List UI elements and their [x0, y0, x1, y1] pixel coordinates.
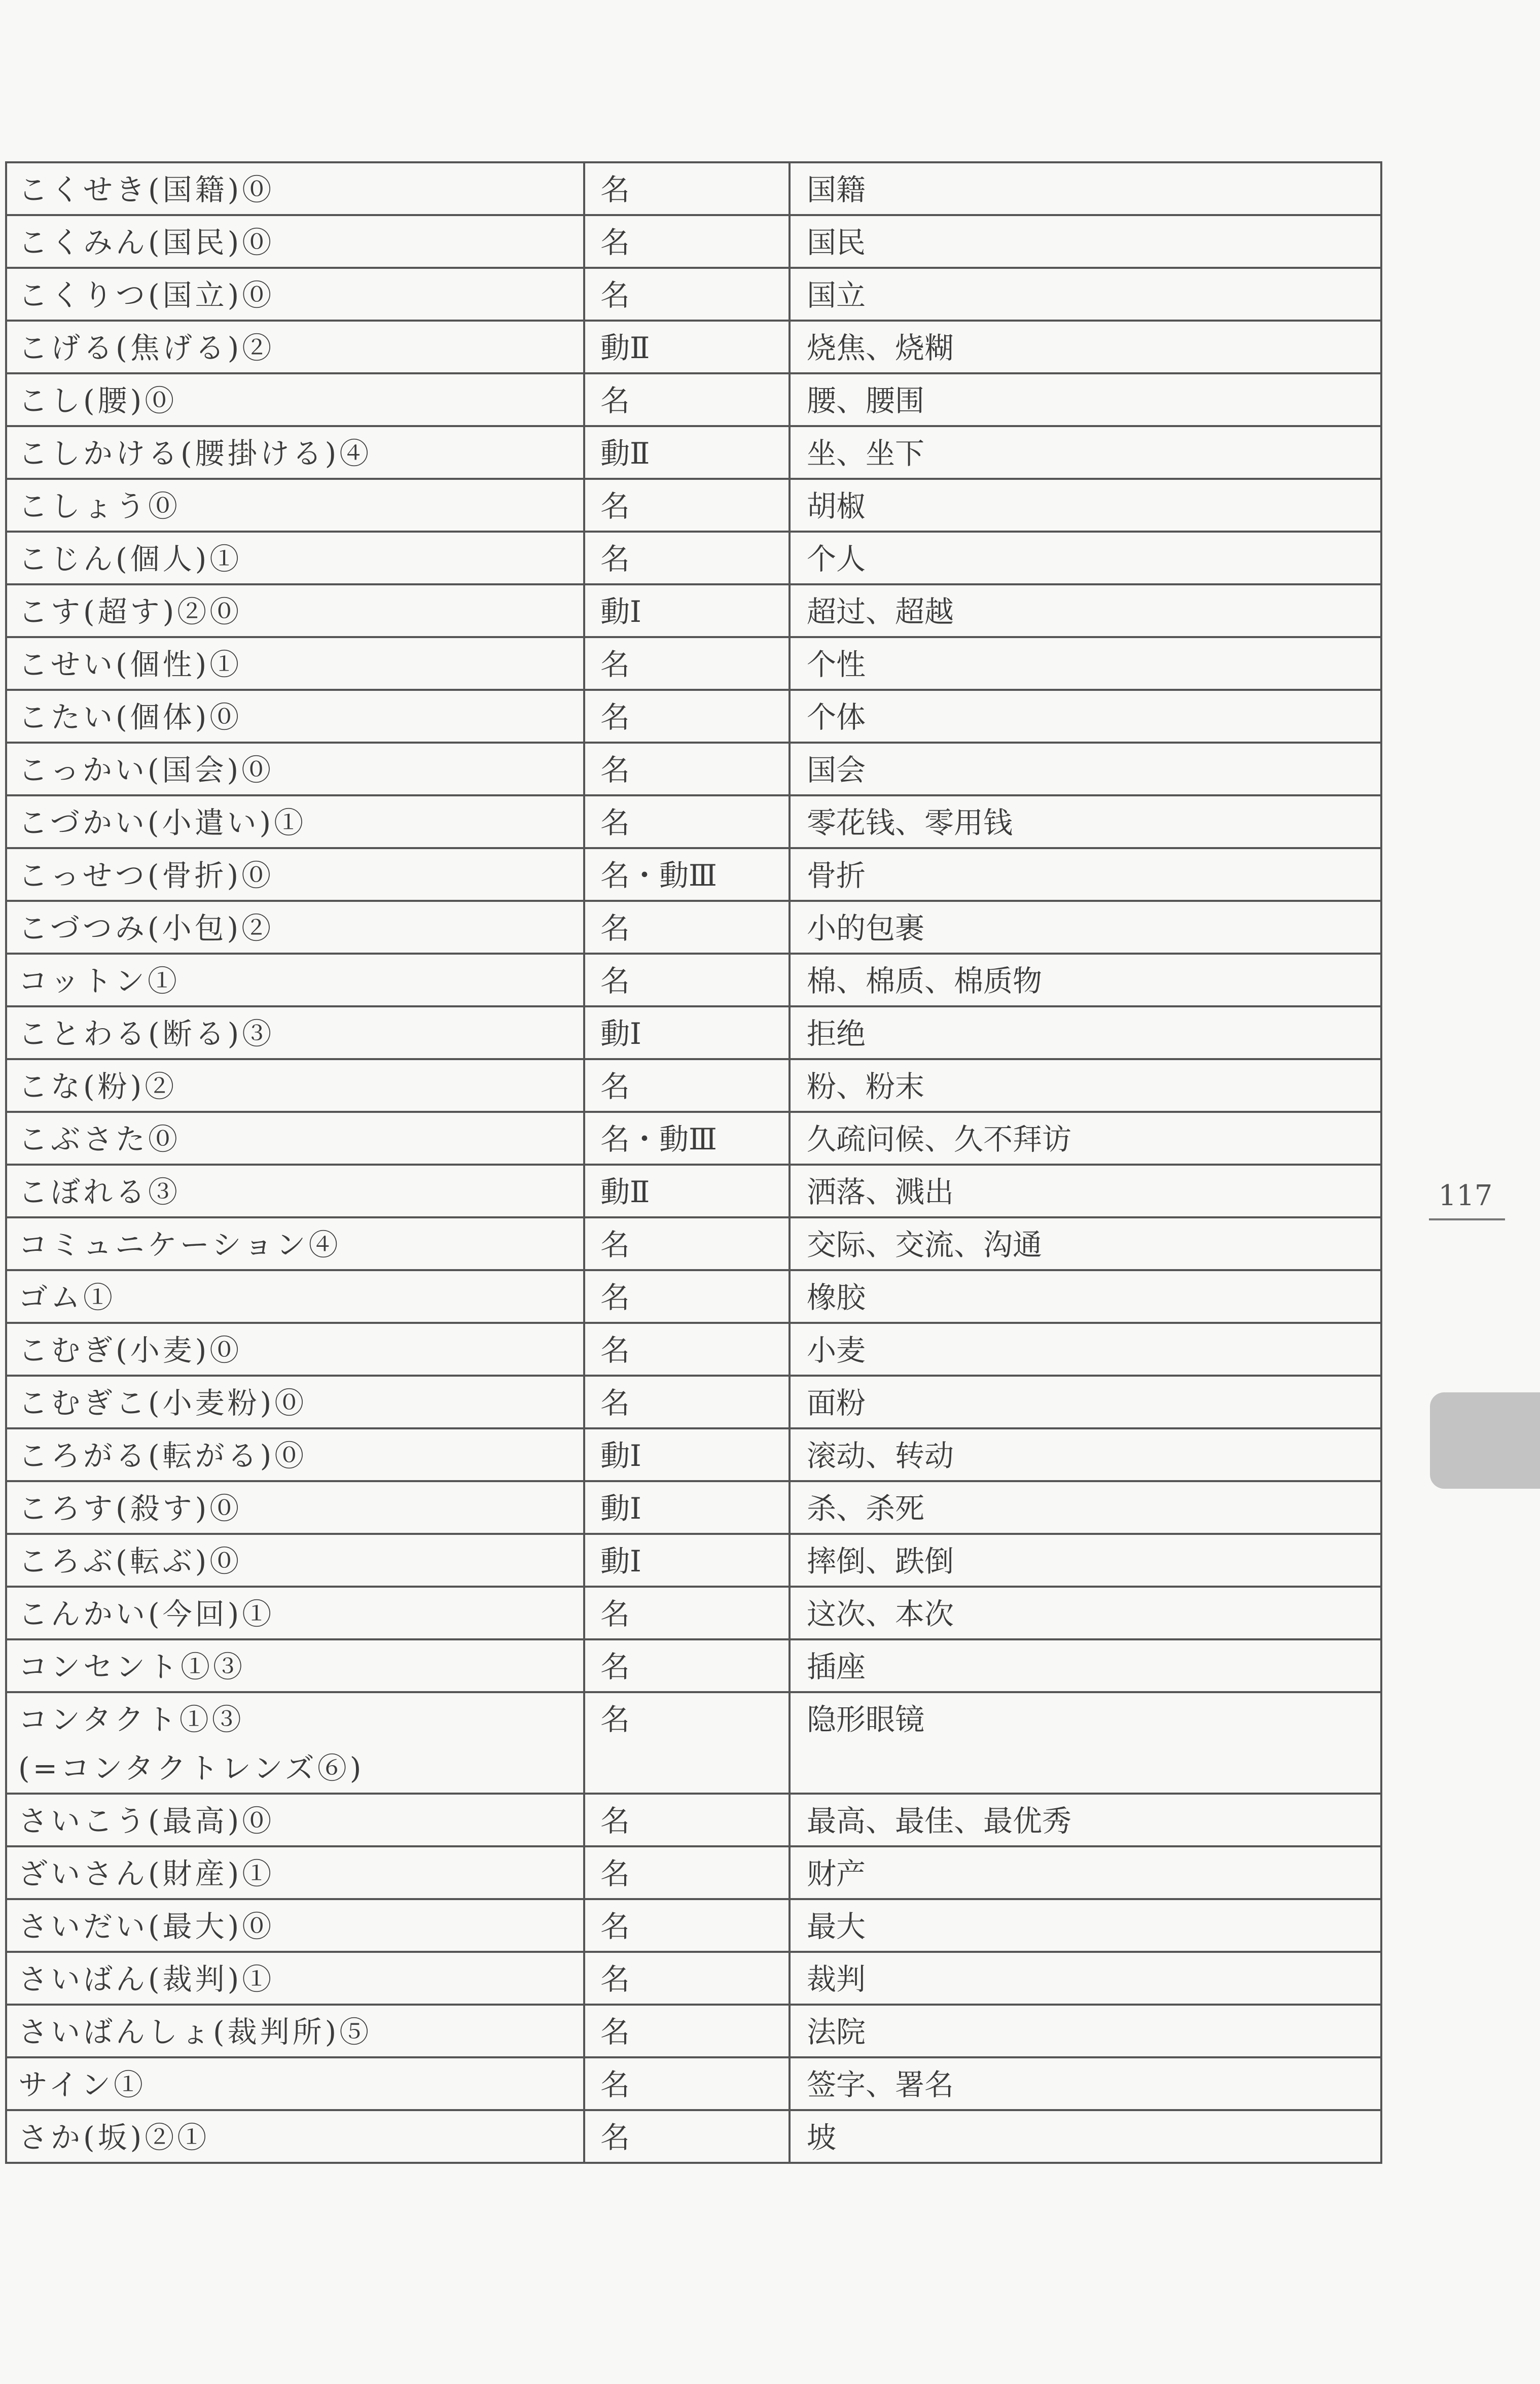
vocab-row	[6, 1006, 1381, 1059]
part-of-speech-cell: 名	[584, 1376, 790, 1428]
word-text: コットン①	[18, 964, 180, 998]
vocab-row	[6, 532, 1381, 584]
meaning-cell: 国籍	[790, 162, 1381, 215]
vocab-row	[6, 479, 1381, 532]
word-text: コンタクト①③	[18, 1702, 244, 1737]
word-text: こっかい(国会)⓪	[18, 753, 274, 787]
vocab-row	[6, 954, 1381, 1006]
part-of-speech-cell: 動Ⅱ	[584, 1165, 790, 1217]
part-of-speech-cell: 名	[584, 1952, 790, 2005]
word-text: こくりつ(国立)⓪	[18, 278, 275, 312]
vocab-row	[6, 901, 1381, 954]
word-text: こぼれる③	[18, 1175, 181, 1209]
part-of-speech-cell: 名	[584, 2005, 790, 2057]
part-of-speech-cell: 動Ⅰ	[584, 1428, 790, 1481]
meaning-cell: 摔倒、跌倒	[790, 1534, 1381, 1587]
meaning-cell: 烧焦、烧糊	[790, 321, 1381, 373]
word-text: こぶさた⓪	[18, 1122, 181, 1156]
word-cell	[6, 1112, 584, 1165]
word-cell	[6, 1794, 584, 1846]
meaning-cell: 签字、署名	[790, 2057, 1381, 2110]
word-text: こんかい(今回)①	[18, 1597, 275, 1631]
vocab-row	[6, 268, 1381, 321]
vocab-row	[6, 795, 1381, 848]
meaning-cell: 久疏问候、久不拜访	[790, 1112, 1381, 1165]
vocab-row	[6, 1059, 1381, 1112]
vocab-row	[6, 1112, 1381, 1165]
vocab-row	[6, 743, 1381, 795]
vocab-row	[6, 1165, 1381, 1217]
word-cell	[6, 162, 584, 215]
part-of-speech-cell: 名	[584, 268, 790, 321]
meaning-cell: 国会	[790, 743, 1381, 795]
word-text: こし(腰)⓪	[18, 383, 177, 418]
word-cell	[6, 848, 584, 901]
part-of-speech-cell: 名	[584, 2110, 790, 2163]
word-cell	[6, 954, 584, 1006]
part-of-speech-cell: 動Ⅰ	[584, 1481, 790, 1534]
part-of-speech-cell: 名	[584, 1587, 790, 1639]
word-text: こしょう⓪	[18, 489, 181, 523]
word-text: こむぎこ(小麦粉)⓪	[18, 1386, 307, 1420]
word-text: こくみん(国民)⓪	[18, 225, 275, 260]
part-of-speech-cell: 名	[584, 532, 790, 584]
word-cell	[6, 2057, 584, 2110]
meaning-cell: 隐形眼镜	[790, 1692, 1381, 1794]
part-of-speech-cell: 名	[584, 690, 790, 743]
meaning-cell: 棉、棉质、棉质物	[790, 954, 1381, 1006]
vocab-row	[6, 584, 1381, 637]
meaning-cell: 这次、本次	[790, 1587, 1381, 1639]
vocab-row	[6, 2005, 1381, 2057]
word-text: こす(超す)②⓪	[18, 594, 242, 629]
page-number: 117	[1438, 1179, 1493, 1212]
meaning-cell: 最高、最佳、最优秀	[790, 1794, 1381, 1846]
word-text: こじん(個人)①	[18, 542, 242, 576]
part-of-speech-cell: 動Ⅱ	[584, 426, 790, 479]
meaning-cell: 骨折	[790, 848, 1381, 901]
word-alt-text: (=コンタクトレンズ⑥)	[18, 1751, 365, 1785]
part-of-speech-cell: 動Ⅰ	[584, 584, 790, 637]
vocab-row	[6, 321, 1381, 373]
word-text: こづつみ(小包)②	[18, 911, 274, 945]
word-cell	[6, 1217, 584, 1270]
word-cell	[6, 532, 584, 584]
vocab-row	[6, 1587, 1381, 1639]
word-cell	[6, 1270, 584, 1323]
meaning-cell: 滚动、转动	[790, 1428, 1381, 1481]
vocab-row	[6, 2057, 1381, 2110]
word-text: こっせつ(骨折)⓪	[18, 858, 274, 893]
meaning-cell: 超过、超越	[790, 584, 1381, 637]
meaning-cell: 个性	[790, 637, 1381, 690]
word-cell	[6, 373, 584, 426]
word-cell	[6, 1899, 584, 1952]
word-text: さいばん(裁判)①	[18, 1962, 275, 1996]
word-text: サイン①	[18, 2067, 146, 2102]
word-cell	[6, 1165, 584, 1217]
word-cell	[6, 1846, 584, 1899]
vocab-row	[6, 1899, 1381, 1952]
meaning-cell: 最大	[790, 1899, 1381, 1952]
part-of-speech-cell: 動Ⅱ	[584, 321, 790, 373]
part-of-speech-cell: 名	[584, 215, 790, 268]
word-cell	[6, 1481, 584, 1534]
part-of-speech-cell: 動Ⅰ	[584, 1534, 790, 1587]
vocab-row	[6, 1692, 1381, 1794]
word-text: こたい(個体)⓪	[18, 700, 242, 734]
meaning-cell: 裁判	[790, 1952, 1381, 2005]
word-cell	[6, 2110, 584, 2163]
vocab-row	[6, 162, 1381, 215]
part-of-speech-cell: 名	[584, 479, 790, 532]
meaning-cell: 杀、杀死	[790, 1481, 1381, 1534]
vocab-row	[6, 1376, 1381, 1428]
meaning-cell: 零花钱、零用钱	[790, 795, 1381, 848]
meaning-cell: 个人	[790, 532, 1381, 584]
word-cell	[6, 1952, 584, 2005]
meaning-cell: 坡	[790, 2110, 1381, 2163]
word-text: ころぶ(転ぶ)⓪	[18, 1544, 242, 1579]
meaning-cell: 个体	[790, 690, 1381, 743]
meaning-cell: 小麦	[790, 1323, 1381, 1376]
word-text: こしかける(腰掛ける)④	[18, 436, 372, 471]
meaning-cell: 腰、腰围	[790, 373, 1381, 426]
vocab-row	[6, 1323, 1381, 1376]
word-text: さいだい(最大)⓪	[18, 1909, 275, 1944]
part-of-speech-cell: 名	[584, 1323, 790, 1376]
word-cell	[6, 584, 584, 637]
word-text: コンセント①③	[18, 1650, 246, 1684]
meaning-cell: 插座	[790, 1639, 1381, 1692]
vocab-row	[6, 848, 1381, 901]
meaning-cell: 财产	[790, 1846, 1381, 1899]
meaning-cell: 洒落、溅出	[790, 1165, 1381, 1217]
part-of-speech-cell: 動Ⅰ	[584, 1006, 790, 1059]
word-cell	[6, 1059, 584, 1112]
vocab-row	[6, 690, 1381, 743]
meaning-cell: 法院	[790, 2005, 1381, 2057]
part-of-speech-cell: 名・動Ⅲ	[584, 1112, 790, 1165]
part-of-speech-cell: 名・動Ⅲ	[584, 848, 790, 901]
meaning-cell: 国立	[790, 268, 1381, 321]
word-cell	[6, 690, 584, 743]
vocab-row	[6, 426, 1381, 479]
word-cell	[6, 795, 584, 848]
meaning-cell: 坐、坐下	[790, 426, 1381, 479]
word-cell	[6, 1376, 584, 1428]
vocab-row	[6, 1270, 1381, 1323]
page-number-underline	[1429, 1218, 1505, 1220]
word-text: こづかい(小遣い)①	[18, 805, 307, 840]
part-of-speech-cell: 名	[584, 1692, 790, 1794]
word-cell	[6, 426, 584, 479]
part-of-speech-cell: 名	[584, 1217, 790, 1270]
word-cell	[6, 1428, 584, 1481]
word-text: ことわる(断る)③	[18, 1016, 275, 1051]
part-of-speech-cell: 名	[584, 795, 790, 848]
word-text: こむぎ(小麦)⓪	[18, 1333, 242, 1368]
word-text: さか(坂)②①	[18, 2120, 210, 2155]
meaning-cell: 面粉	[790, 1376, 1381, 1428]
word-text: こせい(個性)①	[18, 647, 242, 682]
word-text: ころす(殺す)⓪	[18, 1491, 242, 1526]
meaning-cell: 胡椒	[790, 479, 1381, 532]
vocab-row	[6, 2110, 1381, 2163]
word-cell	[6, 268, 584, 321]
word-text: ゴム①	[18, 1280, 116, 1315]
word-cell	[6, 743, 584, 795]
word-text: コミュニケーション④	[18, 1228, 341, 1262]
word-text: ころがる(転がる)⓪	[18, 1439, 307, 1473]
part-of-speech-cell: 名	[584, 743, 790, 795]
vocab-row	[6, 1952, 1381, 2005]
part-of-speech-cell: 名	[584, 637, 790, 690]
word-text: こくせき(国籍)⓪	[18, 172, 275, 207]
word-cell	[6, 1323, 584, 1376]
word-cell	[6, 215, 584, 268]
word-text: ざいさん(財産)①	[18, 1856, 275, 1891]
part-of-speech-cell: 名	[584, 1794, 790, 1846]
vocab-row	[6, 1534, 1381, 1587]
meaning-cell: 国民	[790, 215, 1381, 268]
part-of-speech-cell: 名	[584, 901, 790, 954]
part-of-speech-cell: 名	[584, 1639, 790, 1692]
word-cell	[6, 1639, 584, 1692]
word-cell	[6, 1534, 584, 1587]
word-cell	[6, 1006, 584, 1059]
word-text: こな(粉)②	[18, 1069, 177, 1104]
word-cell	[6, 2005, 584, 2057]
word-cell	[6, 321, 584, 373]
vocab-row	[6, 215, 1381, 268]
part-of-speech-cell: 名	[584, 1059, 790, 1112]
word-cell	[6, 637, 584, 690]
word-cell	[6, 1587, 584, 1639]
part-of-speech-cell: 名	[584, 1899, 790, 1952]
word-text: さいこう(最高)⓪	[18, 1804, 275, 1838]
vocabulary-table-body	[6, 162, 1381, 2163]
meaning-cell: 交际、交流、沟通	[790, 1217, 1381, 1270]
vocab-row	[6, 1217, 1381, 1270]
part-of-speech-cell: 名	[584, 373, 790, 426]
part-of-speech-cell: 名	[584, 2057, 790, 2110]
vocab-row	[6, 1428, 1381, 1481]
meaning-cell: 小的包裹	[790, 901, 1381, 954]
part-of-speech-cell: 名	[584, 1270, 790, 1323]
word-text: こげる(焦げる)②	[18, 331, 275, 365]
vocabulary-table	[5, 161, 1382, 2164]
vocab-row	[6, 1481, 1381, 1534]
word-cell	[6, 479, 584, 532]
vocab-row	[6, 373, 1381, 426]
section-thumb-tab	[1430, 1392, 1540, 1489]
meaning-cell: 拒绝	[790, 1006, 1381, 1059]
meaning-cell: 橡胶	[790, 1270, 1381, 1323]
vocab-row	[6, 1794, 1381, 1846]
word-cell	[6, 1692, 584, 1794]
part-of-speech-cell: 名	[584, 1846, 790, 1899]
word-cell	[6, 901, 584, 954]
vocab-row	[6, 1846, 1381, 1899]
part-of-speech-cell: 名	[584, 954, 790, 1006]
word-text: さいばんしょ(裁判所)⑤	[18, 2015, 372, 2049]
part-of-speech-cell: 名	[584, 162, 790, 215]
vocab-row	[6, 637, 1381, 690]
meaning-cell: 粉、粉末	[790, 1059, 1381, 1112]
vocab-row	[6, 1639, 1381, 1692]
